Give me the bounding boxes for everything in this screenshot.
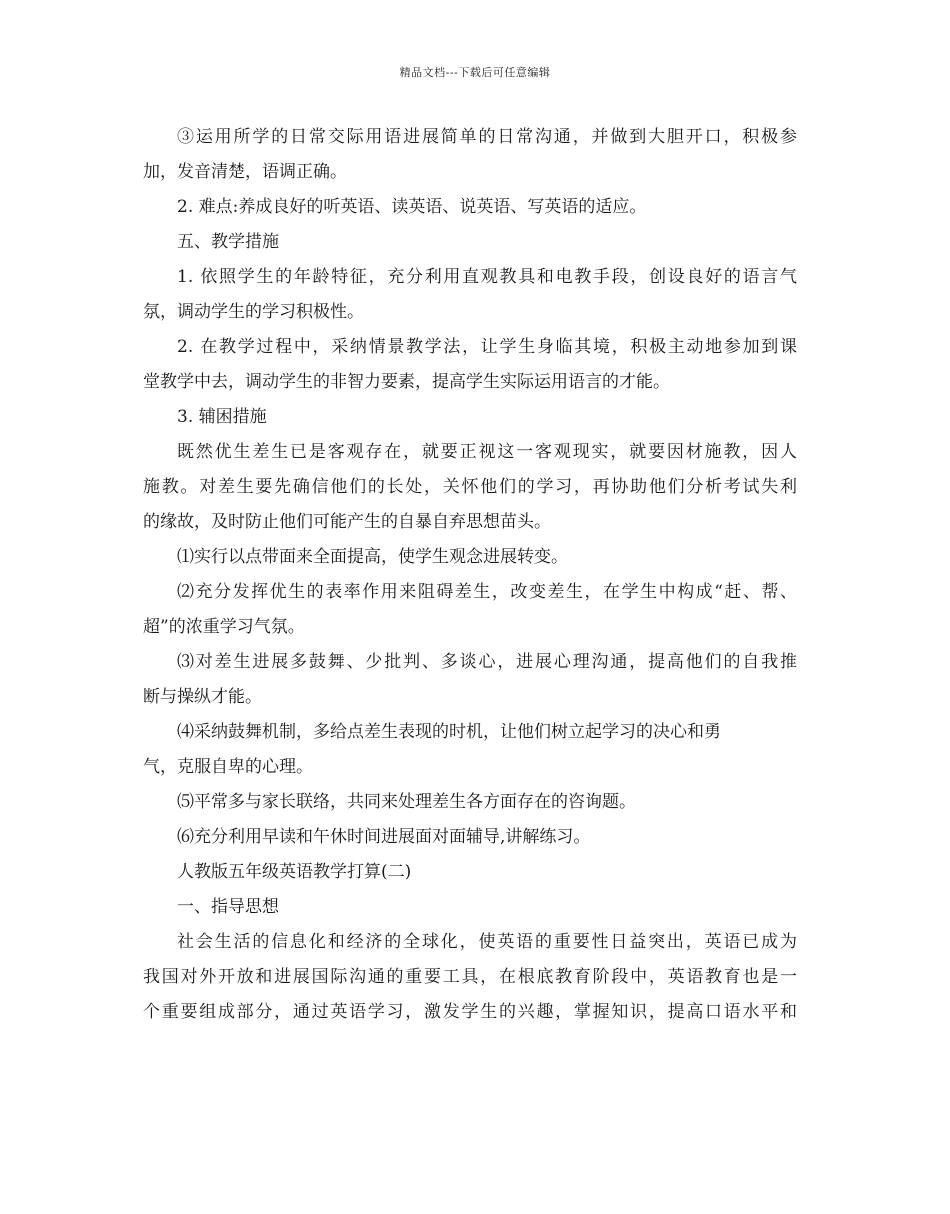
text-line: 超”的浓重学习气氛。 — [143, 617, 305, 637]
text-line: 断与操纵才能。 — [143, 687, 262, 707]
text-line: 我国对外开放和进展国际沟通的重要工具，在根底教育阶段中，英语教育也是一 — [143, 967, 797, 987]
text-line: 2. 在教学过程中，采纳情景教学法，让学生身临其境，积极主动地参加到课 — [177, 337, 797, 357]
text-line: 气，克服自卑的心理。 — [143, 757, 313, 777]
text-line: 施教。对差生要先确信他们的长处，关怀他们的学习，再协助他们分析考试失利 — [143, 477, 797, 497]
text-line: ③运用所学的日常交际用语进展简单的日常沟通，并做到大胆开口，积极参 — [177, 127, 797, 147]
text-line: ⑶对差生进展多鼓舞、少批判、多谈心，进展心理沟通，提高他们的自我推 — [177, 652, 797, 672]
text-line: 人教版五年级英语教学打算(二) — [177, 862, 412, 882]
text-line: 既然优生差生已是客观存在，就要正视这一客观现实，就要因材施教，因人 — [177, 442, 797, 462]
text-line: 2. 难点:养成良好的听英语、读英语、说英语、写英语的适应。 — [177, 197, 647, 217]
text-line: 加，发音清楚，语调正确。 — [143, 162, 347, 182]
text-line: 五、教学措施 — [177, 232, 279, 252]
text-line: 社会生活的信息化和经济的全球化，使英语的重要性日益突出，英语已成为 — [177, 932, 797, 952]
text-line: 3. 辅困措施 — [177, 407, 267, 427]
text-line: 一、指导思想 — [177, 897, 279, 917]
text-line: 堂教学中去，调动学生的非智力要素，提高学生实际运用语言的才能。 — [143, 372, 670, 392]
page-header: 精品文档---下载后可任意编辑 — [399, 66, 551, 79]
text-line: 氛，调动学生的学习积极性。 — [143, 302, 364, 322]
text-line: 个重要组成部分，通过英语学习，激发学生的兴趣，掌握知识，提高口语水平和 — [143, 1002, 797, 1022]
text-line: ⑹充分利用早读和午休时间进展面对面辅导,讲解练习。 — [177, 827, 591, 847]
document-body — [143, 120, 797, 1030]
text-line: ⑷采纳鼓舞机制，多给点差生表现的时机，让他们树立起学习的决心和勇 — [177, 722, 721, 742]
text-line: 的缘故，及时防止他们可能产生的自暴自弃思想苗头。 — [143, 512, 551, 532]
text-line: ⑵充分发挥优生的表率作用来阻碍差生，改变差生，在学生中构成“赶、帮、 — [177, 582, 797, 602]
text-line: ⑴实行以点带面来全面提高，使学生观念进展转变。 — [177, 547, 568, 567]
text-line: 1. 依照学生的年龄特征，充分利用直观教具和电教手段，创设良好的语言气 — [177, 267, 797, 287]
text-line: ⑸平常多与家长联络，共同来处理差生各方面存在的咨询题。 — [177, 792, 636, 812]
